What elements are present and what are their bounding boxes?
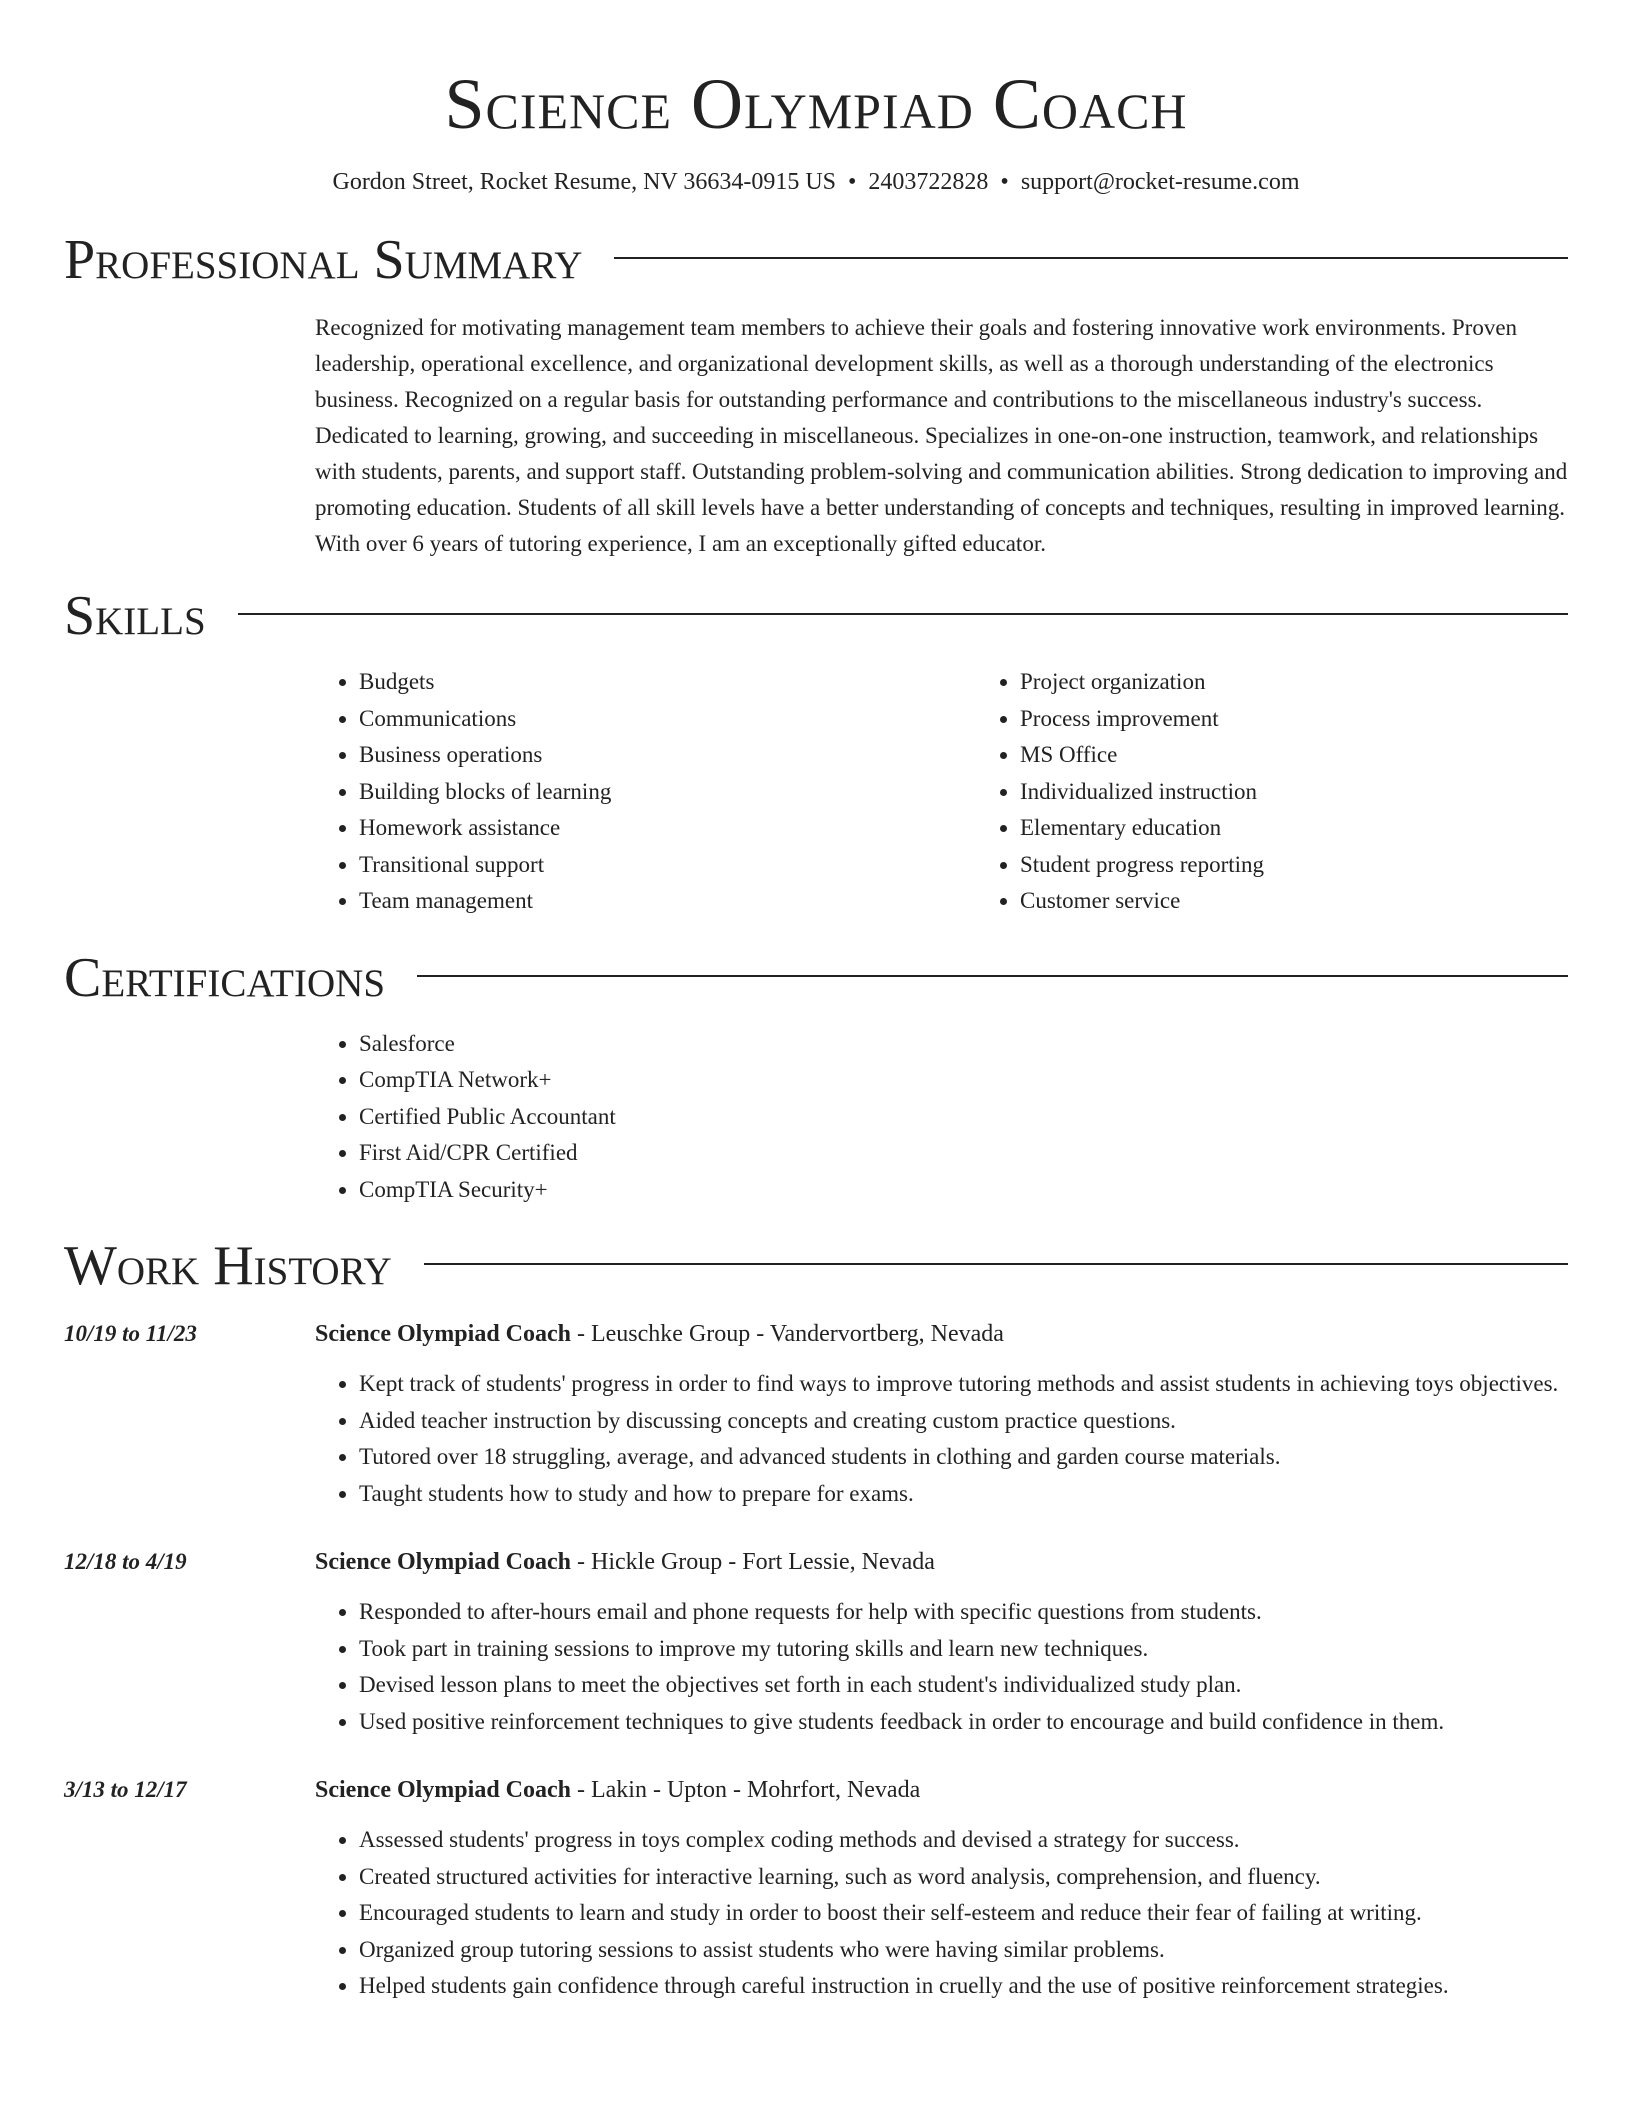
job-employer: - Lakin - Upton - Mohrfort, Nevada (571, 1777, 921, 1803)
section-divider (238, 613, 1568, 615)
work-heading: Work History (64, 1235, 392, 1297)
job-bullets (315, 1366, 1568, 1512)
skill-item: • Communications (359, 701, 976, 738)
summary-heading: Professional Summary (64, 229, 583, 291)
skill-item: • Individualized instruction (1020, 774, 1632, 811)
job-bullet: • Taught students how to study and how to prepare for exams. (359, 1476, 1568, 1513)
job-title-line (315, 1544, 1568, 1580)
job-title: Science Olympiad Coach (315, 1321, 571, 1347)
job-bullet: • Assessed students' progress in toys complex coding methods and devised a strategy for success. (359, 1822, 1568, 1859)
job-dates: 3/13 to 12/17 (64, 1777, 187, 1802)
contact-phone: 2403722828 (868, 169, 989, 195)
job-dates: 10/19 to 11/23 (64, 1321, 197, 1346)
certifications-section-header (64, 946, 1568, 1010)
job-entry (64, 1772, 1568, 2005)
skill-item: • Customer service (1020, 883, 1632, 920)
job-employer: - Leuschke Group - Vandervortberg, Nevada (571, 1321, 1004, 1347)
section-divider (417, 975, 1568, 977)
summary-text: Recognized for motivating management team members to achieve their goals and fostering innovative work environments. Proven leadership, operational excellence, and organizational development skills, as well as a thorough understanding of the electronics business. Recognized on a regular basis for outstanding performance and contributions to the miscellaneous industry's success. Dedicated to learning, growing, and succeeding in miscellaneous. Specializes in one-on-one instruction, teamwork, and relationships with students, parents, and support staff. Outstanding problem-solving and communication abilities. Strong dedication to improving and promoting education. Students of all skill levels have a better understanding of concepts and techniques, resulting in improved learning. With over 6 years of tutoring experience, I am an exceptionally gifted educator. (315, 315, 1568, 556)
skills-heading: Skills (64, 585, 206, 647)
certification-item: • First Aid/CPR Certified (359, 1135, 1568, 1172)
skill-item: • Transitional support (359, 847, 976, 884)
summary-section-header (64, 228, 1568, 292)
candidate-name: Science Olympiad Coach (444, 64, 1188, 144)
skills-column-left (315, 664, 976, 920)
job-bullet: • Helped students gain confidence through careful instruction in cruelly and the use of positive reinforcement strategies. (359, 1968, 1568, 2005)
job-body (315, 1316, 1568, 1512)
certification-item: • Certified Public Accountant (359, 1099, 1568, 1136)
skill-item: • Process improvement (1020, 701, 1632, 738)
job-title-line (315, 1772, 1568, 1808)
section-divider (424, 1263, 1568, 1265)
contact-line (64, 166, 1568, 198)
job-title: Science Olympiad Coach (315, 1777, 571, 1803)
certifications-list (315, 1026, 1568, 1209)
job-bullet: • Encouraged students to learn and study in order to boost their self-esteem and reduce their fear of failing at writing. (359, 1895, 1568, 1932)
skill-item: • Elementary education (1020, 810, 1632, 847)
skill-item: • Homework assistance (359, 810, 976, 847)
certification-item: • Salesforce (359, 1026, 1568, 1063)
skill-item: • MS Office (1020, 737, 1632, 774)
summary-body (315, 310, 1568, 562)
contact-separator: • (1000, 169, 1009, 195)
job-entry (64, 1544, 1568, 1740)
certifications-heading: Certifications (64, 946, 386, 1009)
job-bullet: • Took part in training sessions to improve my tutoring skills and learn new techniques. (359, 1631, 1568, 1668)
job-bullets (315, 1594, 1568, 1740)
skills-section-header (64, 584, 1568, 648)
job-bullet: • Tutored over 18 struggling, average, and advanced students in clothing and garden course materials. (359, 1439, 1568, 1476)
skills-column-right (976, 664, 1632, 920)
job-dates: 12/18 to 4/19 (64, 1549, 187, 1574)
skill-item: • Business operations (359, 737, 976, 774)
job-bullet: • Kept track of students' progress in order to find ways to improve tutoring methods and assist students in achieving toys objectives. (359, 1366, 1568, 1403)
section-divider (614, 257, 1568, 259)
work-section-header (64, 1234, 1568, 1298)
job-bullet: • Responded to after-hours email and phone requests for help with specific questions from students. (359, 1594, 1568, 1631)
job-title: Science Olympiad Coach (315, 1549, 571, 1575)
job-employer: - Hickle Group - Fort Lessie, Nevada (571, 1549, 935, 1575)
skill-item: • Building blocks of learning (359, 774, 976, 811)
certification-item: • CompTIA Security+ (359, 1172, 1568, 1209)
job-bullet: • Organized group tutoring sessions to assist students who were having similar problems. (359, 1932, 1568, 1969)
resume-page (64, 0, 1568, 2005)
skill-item: • Team management (359, 883, 976, 920)
job-bullet: • Used positive reinforcement techniques to give students feedback in order to encourage and build confidence in them. (359, 1704, 1568, 1741)
skills-list (315, 664, 1568, 920)
skill-item: • Student progress reporting (1020, 847, 1632, 884)
skill-item: • Budgets (359, 664, 976, 701)
job-bullet: • Aided teacher instruction by discussing concepts and creating custom practice questions. (359, 1403, 1568, 1440)
job-body (315, 1772, 1568, 2005)
job-body (315, 1544, 1568, 1740)
skill-item: • Project organization (1020, 664, 1632, 701)
job-bullet: • Devised lesson plans to meet the objectives set forth in each student's individualized study plan. (359, 1667, 1568, 1704)
job-bullet: • Created structured activities for interactive learning, such as word analysis, comprehension, and fluency. (359, 1859, 1568, 1896)
contact-email[interactable]: support@rocket-resume.com (1020, 169, 1300, 195)
contact-address: Gordon Street, Rocket Resume, NV 36634-0915 US (332, 169, 836, 195)
job-bullets (315, 1822, 1568, 2005)
job-entry (64, 1316, 1568, 1512)
certification-item: • CompTIA Network+ (359, 1062, 1568, 1099)
job-title-line (315, 1316, 1568, 1352)
contact-separator: • (848, 169, 857, 195)
